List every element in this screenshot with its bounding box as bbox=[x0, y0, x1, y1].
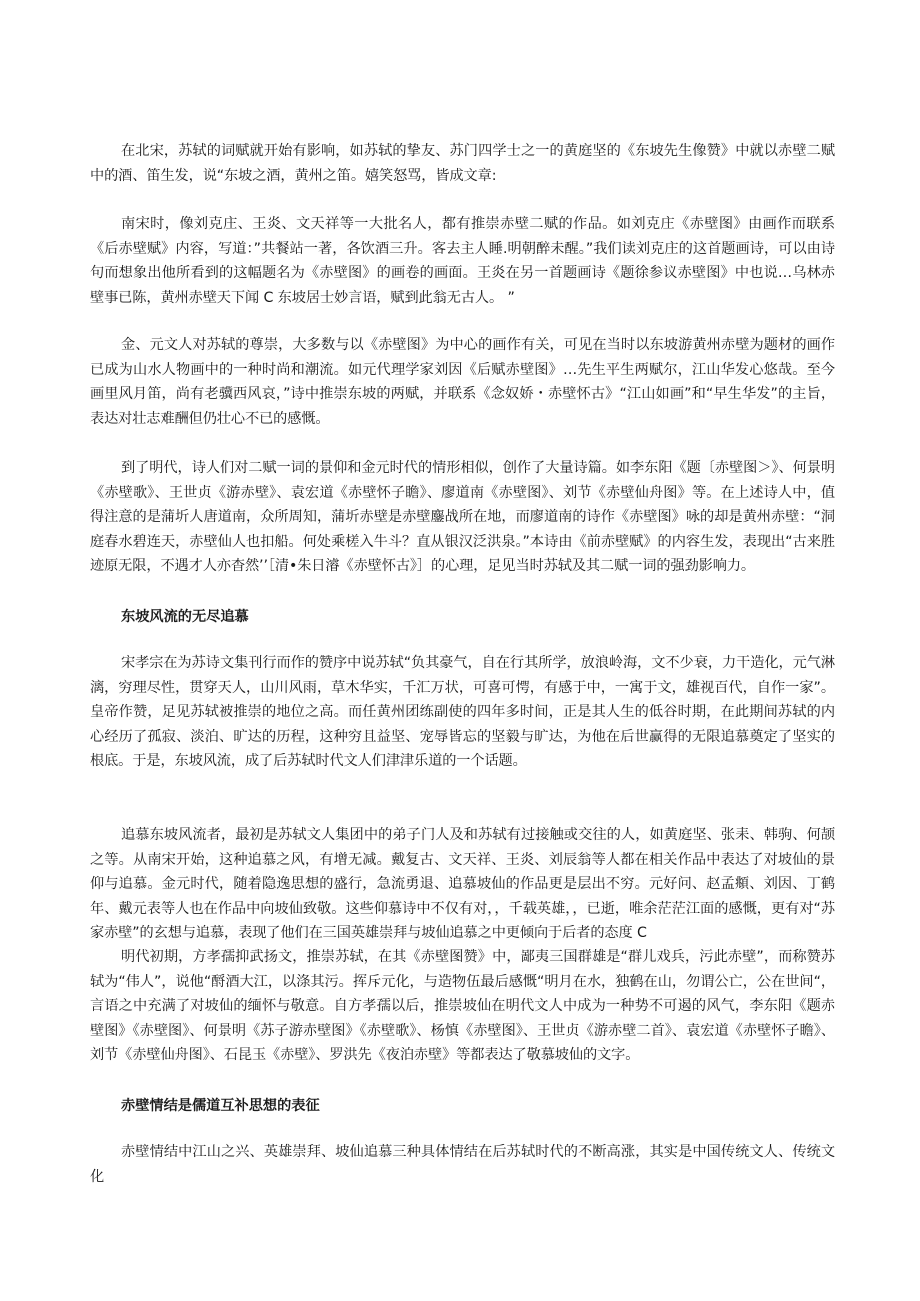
paragraph-jin-yuan: 金、元文人对苏轼的尊崇，大多数与以《赤壁图》为中心的画作有关，可见在当时以东坡游黄州赤壁为题材的画作已成为山水人物画中的一种时尚和潮流。如元代理学家刘因《后赋赤壁图》…先生平生两赋尔，江山华发心悠哉。至今画里风月笛，尚有老骥西风哀，”诗中推崇东坡的两赋，并联系《念奴娇・赤壁怀古》“江山如画”和“早生华发”的主旨，表达对壮志难酬但仍壮心不已的感慨。 bbox=[90, 337, 835, 427]
paragraph-emperor-praise: 宋孝宗在为苏诗文集刊行而作的赞序中说苏轼“负其豪气，自在行其所学，放浪岭海，文不少衰，力干造化，元气淋漓，穷理尽性，贯穿天人，山川风雨，草木华实，千汇万状，可喜可愕，有感于中，一寓于文，雄视百代，自作一家”。皇帝作赞，足见苏轼被推崇的地位之高。而任黄州团练副使的四年多时间，正是其人生的低谷时期，在此期间苏轼的内心经历了孤寂、淡泊、旷达的历程，这种穷且益坚、宠辱皆忘的坚毅与旷达，为他在后世赢得的无限追慕奠定了坚实的根底。于是，东坡风流，成了后苏轼时代文人们津津乐道的一个话题。 bbox=[90, 655, 835, 770]
paragraph-northern-song: 在北宋，苏轼的词赋就开始有影响，如苏轼的挚友、苏门四学士之一的黄庭坚的《东坡先生像赞》中就以赤壁二赋中的酒、笛生发，说“东坡之酒，黄州之笛。嬉笑怒骂，皆成文章: bbox=[90, 143, 835, 184]
paragraph-early-ming: 明代初期，方孝孺抑武扬文，推崇苏轼，在其《赤壁图赞》中，鄙夷三国群雄是“群儿戏兵，污此赤壁”，而称赞苏轼为“伟人”，说他“酹酒大江，以涤其污。挥斥元化，与造物伍最后感慨“明月在水，独鹤在山，勿谓公亡，公在世间“，言语之中充满了对坡仙的缅怀与敬意。自方孝孺以后，推崇坡仙在明代文人中成为一种势不可遏的风气，李东阳《题赤壁图》《赤壁图》、何景明《苏子游赤壁图》《赤壁歌》、杨慎《赤壁图》、王世贞《游赤壁二首》、袁宏道《赤壁怀子瞻》、刘节《赤壁仙舟图》、石昆玉《赤壁》、罗洪先《夜泊赤壁》等都表达了敬慕坡仙的文字。 bbox=[90, 949, 835, 1064]
section-heading-dongpo-fengliu: 东坡风流的无尽追慕 bbox=[121, 609, 249, 625]
paragraph-southern-song: 南宋时，像刘克庄、王炎、文天祥等一大批名人，都有推崇赤壁二赋的作品。如刘克庄《赤壁图》由画作而联系《后赤壁赋》内容，写道：”共餐站一著，各饮酒三升。客去主人睡.明朝醉未醒。”我们读刘克庄的这首题画诗，可以由诗句而想象出他所看到的这幅题名为《赤壁图》的画卷的画面。王炎在另一首题画诗《题徐参议赤壁图》中也说…乌林赤壁事已陈，黄州赤壁天下闻 C 东坡居士妙言语，赋到此翁无古人。 ” bbox=[90, 216, 835, 306]
paragraph-admirers: 追慕东坡风流者，最初是苏轼文人集团中的弟子门人及和苏轼有过接触或交往的人，如黄庭坚、张耒、韩驹、何颉之等。从南宋开始，这种追慕之风，有增无减。戴复古、文天祥、王炎、刘辰翁等人都在相关作品中表达了对坡仙的景仰与追慕。金元时代，随着隐逸思想的盛行，急流勇退、追慕坡仙的作品更是层出不穷。元好问、赵孟頫、刘因、丁鹤年、戴元表等人也在作品中向坡仙致敬。这些仰慕诗中不仅有对，，千载英雄，，已逝，唯余茫茫江面的感慨，更有对“苏家赤壁”的玄想与追慕，表现了他们在三国英雄崇拜与坡仙追慕之中更倾向于后者的态度 C bbox=[90, 827, 835, 942]
paragraph-chibi-complex: 赤壁情结中江山之兴、英雄崇拜、坡仙追慕三种具体情结在后苏轼时代的不断高涨，其实是中国传统文人、传统文化 bbox=[90, 1144, 835, 1185]
section-heading-confucian-taoist: 赤壁情结是儒道互补思想的表征 bbox=[121, 1098, 320, 1114]
paragraph-ming-dynasty: 到了明代，诗人们对二赋一词的景仰和金元时代的情形相似，创作了大量诗篇。如李东阳《题〔赤壁图＞》、何景明《赤壁歌》、王世贞《游赤壁》、袁宏道《赤壁怀子瞻》、廖道南《赤壁图》、刘节《赤壁仙舟图》等。在上述诗人中，值得注意的是蒲圻人唐道南，众所周知，蒲圻赤壁是赤壁鏖战所在地，而廖道南的诗作《赤壁图》咏的却是黄州赤壁：“洞庭春水碧连天，赤壁仙人也扣船。何处乘槎入牛斗？直从银汉泛洪泉。”本诗由《前赤壁赋》的内容生发，表现出“古来胜迹原无限，不遇才人亦杳然’’［清•朱日濬《赤壁怀古》］的心理，足见当时苏轼及其二赋一词的强劲影响力。 bbox=[90, 460, 835, 575]
